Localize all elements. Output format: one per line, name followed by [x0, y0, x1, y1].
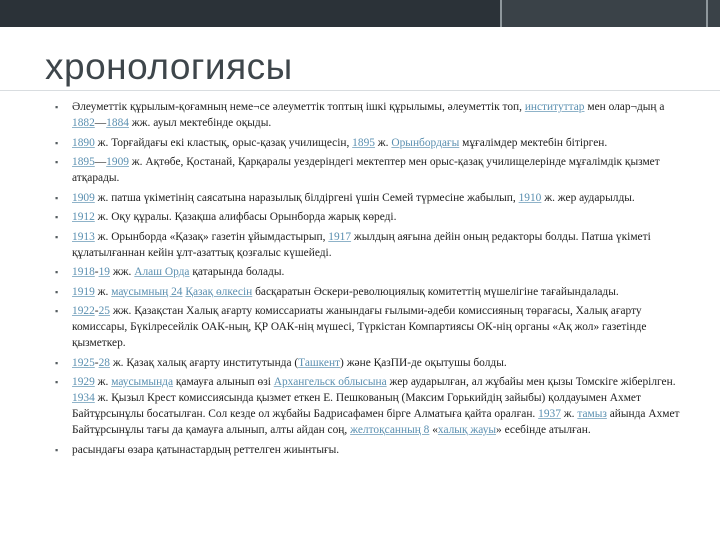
list-item — [55, 442, 685, 458]
item-text: қамауға алынып өзі — [173, 376, 274, 388]
hyperlink[interactable]: 1919 — [72, 285, 95, 298]
hyperlink[interactable]: 1913 — [72, 230, 95, 243]
hyperlink[interactable]: 1884 — [106, 117, 129, 129]
square-bullet-icon: ▪ — [55, 231, 59, 242]
item-text: ) және ҚазПИ-де оқытушы болды. — [340, 356, 507, 369]
list-item — [55, 99, 685, 131]
item-text: — — [94, 156, 107, 168]
hyperlink[interactable]: Алаш Орда — [134, 266, 190, 278]
list-item — [55, 303, 685, 351]
item-text: - — [94, 305, 99, 317]
hyperlink[interactable]: 1912 — [72, 211, 95, 223]
hyperlink[interactable]: маусымның 24 — [111, 285, 183, 298]
item-text: — — [94, 117, 107, 129]
item-text: ж. Торғайдағы екі кластық, орыс-қазақ училищесін, — [94, 136, 353, 149]
hyperlink[interactable]: Ташкент — [298, 356, 341, 369]
item-text: расындағы өзара қатынастардың реттелген жиынтығы. — [72, 443, 340, 456]
hyperlink[interactable]: 1929 — [72, 376, 95, 388]
hyperlink[interactable]: Архангельск облысына — [273, 376, 387, 388]
square-bullet-icon: ▪ — [55, 357, 59, 368]
hyperlink[interactable]: маусымында — [111, 376, 174, 388]
item-text: ж. — [94, 376, 112, 388]
hyperlink[interactable]: 1922 — [72, 305, 95, 317]
hyperlink[interactable]: 1890 — [72, 136, 95, 149]
hyperlink[interactable]: 1925 — [72, 356, 95, 369]
square-bullet-icon: ▪ — [55, 157, 59, 167]
item-text: жылдың аяғына дейін оның редакторы болды. Патша үкіметі құлатылғаннан кейін ұлт-азаттық қозғалыс күшейеді. — [72, 230, 651, 259]
hyperlink[interactable]: 1934 — [72, 392, 95, 404]
item-text: жер аударылған, ал жұбайы мен қызы Томскіге жіберілген. — [386, 376, 676, 388]
item-text: - — [94, 266, 99, 278]
item-text: Әлеуметтік құрылым-қоғамның неме¬се әлеуметтік топтың ішкі құрылымы, әлеуметтік топ, — [72, 101, 525, 113]
hyperlink[interactable]: 1909 — [72, 191, 95, 204]
hyperlink[interactable]: 1882 — [72, 117, 95, 129]
square-bullet-icon: ▪ — [55, 444, 59, 455]
square-bullet-icon: ▪ — [55, 377, 59, 387]
item-text: ж. патша үкіметінің саясатына наразылық білдіргені үшін Семей түрмесіне жабылып, — [94, 191, 519, 204]
item-text: ж. жер аударылды. — [541, 191, 635, 204]
item-text: басқаратын Әскери-революциялық комитеттің мүшелігіне тағайындалады. — [252, 285, 619, 298]
square-bullet-icon: ▪ — [55, 102, 59, 112]
header-divider — [500, 0, 502, 27]
item-text: ж. — [94, 285, 112, 298]
item-text: « — [429, 424, 438, 436]
square-bullet-icon: ▪ — [55, 212, 59, 222]
list-item — [55, 154, 685, 186]
chronology-list — [55, 99, 685, 461]
hyperlink[interactable]: желтоқсанның 8 — [350, 424, 430, 436]
item-text: айында Ахмет Байтұрсынұлы тағы да қамауға алынып, алты айдан соң, — [72, 408, 680, 436]
item-text: ж. Ақтөбе, Қостанай, Қарқаралы уездеріндегі мектептер мен орыс-қазақ училищелерінде мұғалімдік қызмет атқарады. — [72, 156, 660, 184]
item-text: қатарында болады. — [189, 266, 285, 278]
list-item — [55, 209, 685, 225]
item-text: ж. Қызыл Крест комиссиясында қызмет еткен Е. Пешкованың (Максим Горькийдің зайыбы) қолдауымен Ахмет Байтұрсынұлы босатылған. Сол кезде ол жұбайы Бадрисафамен бірге Алматыға қайта оралған. — [72, 392, 641, 420]
hyperlink[interactable]: 1937 — [538, 408, 561, 420]
hyperlink[interactable]: халық жауы — [437, 424, 497, 436]
list-item — [55, 229, 685, 261]
hyperlink[interactable]: 28 — [98, 356, 110, 369]
hyperlink[interactable]: 1909 — [106, 156, 129, 168]
item-text: ж. Қазақ халық ағарту институтында ( — [109, 356, 299, 369]
item-text: - — [94, 356, 99, 369]
item-text: жж. — [109, 266, 135, 278]
square-bullet-icon: ▪ — [55, 192, 59, 203]
title-divider — [0, 90, 720, 91]
item-text: » есебінде атылған. — [496, 424, 591, 436]
square-bullet-icon: ▪ — [55, 137, 59, 148]
item-text: жж. Қазақстан Халық ағарту комиссариаты жанындағы ғылыми-әдеби комиссияның төрағасы, Халық ағарту комиссары, Бүкілресейлік ОАК-ның, ҚР ОАК-нің мүшесі, Түркістан Компартиясы ОК-нің органы «Ақ жол» газетінде қызметкер. — [72, 305, 647, 349]
item-text: ж. — [374, 136, 392, 149]
hyperlink[interactable]: 1918 — [72, 266, 95, 278]
header-accent-block — [500, 0, 720, 27]
hyperlink[interactable]: 25 — [98, 305, 110, 317]
list-item — [55, 190, 685, 206]
hyperlink[interactable]: 1917 — [328, 230, 352, 243]
hyperlink[interactable]: Қазақ өлкесін — [185, 285, 253, 298]
hyperlink[interactable]: 1895 — [72, 156, 95, 168]
item-text: ж. — [560, 408, 578, 420]
list-item — [55, 135, 685, 151]
hyperlink[interactable]: Орынбордағы — [391, 136, 460, 149]
list-item — [55, 284, 685, 300]
square-bullet-icon: ▪ — [55, 306, 59, 316]
item-text: ж. Оқу құралы. Қазақша алифбасы Орынборда жарық көреді. — [94, 211, 397, 223]
list-item — [55, 264, 685, 280]
header-divider — [706, 0, 708, 27]
item-text: жж. ауыл мектебінде оқыды. — [128, 117, 272, 129]
list-item — [55, 355, 685, 371]
hyperlink[interactable]: 19 — [98, 266, 110, 278]
hyperlink[interactable]: 1895 — [352, 136, 375, 149]
hyperlink[interactable]: институттар — [524, 101, 585, 113]
item-text: ж. Орынборда «Қазақ» газетін ұйымдастырып, — [94, 230, 329, 243]
item-text: мен олар¬дың а — [584, 101, 665, 113]
slide-title: хронологиясы — [45, 46, 293, 87]
square-bullet-icon: ▪ — [55, 286, 59, 297]
hyperlink[interactable]: 1910 — [518, 191, 542, 204]
list-item — [55, 374, 685, 438]
item-text: мұғалімдер мектебін бітірген. — [459, 136, 608, 149]
hyperlink[interactable]: тамыз — [577, 408, 607, 420]
square-bullet-icon: ▪ — [55, 267, 59, 277]
